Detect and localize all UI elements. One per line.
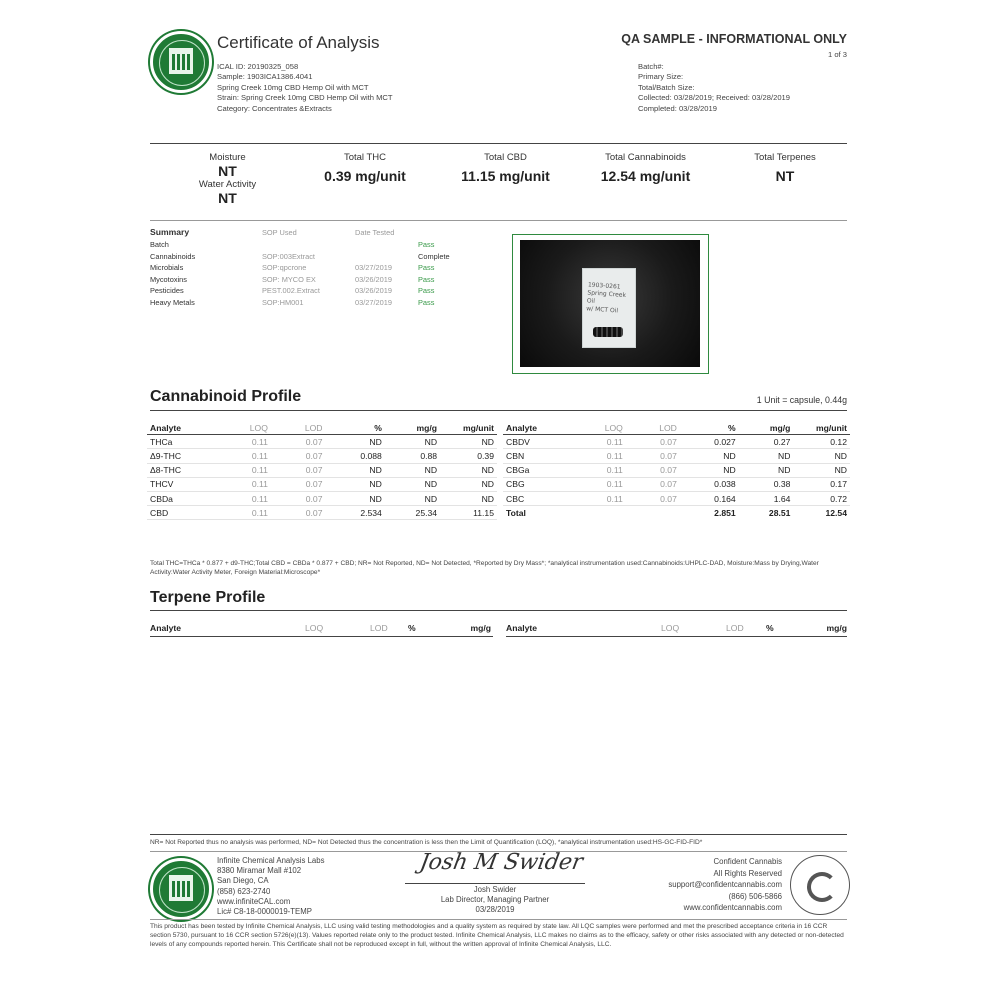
table-cell: CBD: [147, 506, 216, 520]
summary-cell: Batch: [150, 240, 169, 249]
table-row: [147, 463, 497, 477]
unit-note: 1 Unit = capsule, 0.44g: [756, 395, 847, 405]
metric-total-thc: Total THC 0.39 mg/unit: [324, 152, 406, 184]
table-row: [503, 477, 850, 491]
divider: [150, 410, 847, 411]
table-cell: 25.34: [385, 506, 440, 520]
table-cell: 0.07: [626, 435, 680, 449]
table-cell: 0.027: [680, 435, 739, 449]
summary-cell: Pass: [418, 263, 435, 272]
summary-cell: 03/26/2019: [355, 286, 392, 295]
signature-line: [405, 883, 585, 884]
sample-photo-frame: [512, 234, 709, 374]
cannabinoid-footnote: Total THC=THCa * 0.877 + d9-THC;Total CBD = CBDa * 0.877 + CBD; NR= Not Reported, ND= Not Detected, *Reported by Dry Mass*; *analytical instrumentation used:Cannabinoids:UHPLC-DAD, Moisture:Mass by Drying,Water Activity:Water Activity Meter, Foreign Material:Microscope*: [150, 560, 819, 576]
summary-cell: Complete: [418, 251, 450, 261]
table-cell: ND: [680, 449, 739, 463]
table-cell: 1.64: [739, 491, 794, 505]
table-cell: 0.88: [385, 449, 440, 463]
table-cell: 0.07: [271, 449, 326, 463]
lab-address: Infinite Chemical Analysis Labs 8380 Miramar Mall #102 San Diego, CA (858) 623-2740 www.infiniteCAL.com Lic# C8-18-0000019-TEMP: [217, 856, 325, 917]
table-cell: ND: [680, 463, 739, 477]
table-cell: 0.07: [271, 463, 326, 477]
summary-row: [150, 297, 470, 309]
table-cell: 0.088: [325, 449, 384, 463]
metric-total-terpenes: Total Terpenes NT: [754, 152, 816, 184]
table-cell: 0.11: [216, 463, 271, 477]
table-cell: 0.07: [626, 491, 680, 505]
sample-info: ICAL ID: 20190325_058 Sample: 1903ICA1386.4041 Spring Creek 10mg CBD Hemp Oil with MCT Strain: Spring Creek 10mg CBD Hemp Oil with MCT Category: Concentrates &Extracts: [217, 62, 393, 113]
divider: [150, 834, 847, 835]
table-cell: 0.164: [680, 491, 739, 505]
page-number: 1 of 3: [828, 50, 847, 59]
table-cell: 0.11: [572, 463, 626, 477]
table-cell: 0.038: [680, 477, 739, 491]
summary-row: [150, 239, 470, 251]
table-cell: 0.07: [271, 435, 326, 449]
summary-cell: Pass: [418, 240, 435, 249]
table-cell: 12.54: [825, 507, 847, 518]
table-cell: ND: [325, 491, 384, 505]
cannabinoid-title: Cannabinoid Profile: [150, 388, 302, 405]
table-cell: 0.72: [793, 491, 850, 505]
table-cell: 0.11: [216, 449, 271, 463]
sample-photo: 1903-0261 Spring Creek Oil w/ MCT Oil: [520, 240, 700, 367]
divider: [150, 610, 847, 611]
table-row: [503, 463, 850, 477]
column-header: LOQ: [572, 421, 626, 435]
summary-cell: Pass: [418, 286, 435, 295]
table-cell: ND: [385, 491, 440, 505]
column-header: mg/unit: [440, 421, 497, 435]
table-cell: 0.38: [739, 477, 794, 491]
divider: [150, 143, 847, 144]
footer-note: NR= Not Reported thus no analysis was performed, ND= Not Detected thus the concentration is less then the Limit of Quantification (LOQ), *analytical instrumentation used:HS-GC-FID-FID*: [150, 839, 703, 846]
summary-cell: SOP:qpcrone: [262, 263, 307, 272]
table-cell: CBDa: [147, 491, 216, 505]
table-cell: 2.534: [325, 506, 384, 520]
table-cell: THCa: [147, 435, 216, 449]
table-cell: ND: [325, 463, 384, 477]
divider: [150, 636, 493, 637]
confident-cannabis-logo: [790, 855, 850, 915]
summary-cell: 03/26/2019: [355, 274, 392, 284]
table-cell: 0.27: [739, 435, 794, 449]
qa-label: QA SAMPLE - INFORMATIONAL ONLY: [621, 32, 847, 46]
column-header: Analyte: [147, 421, 216, 435]
table-cell: ND: [793, 449, 850, 463]
table-cell: 0.07: [271, 491, 326, 505]
summary-cell: 03/27/2019: [355, 297, 392, 307]
table-cell: Total: [506, 507, 526, 518]
summary-cell: Pass: [418, 297, 435, 307]
table-row: [503, 506, 850, 520]
table-cell: CBG: [503, 477, 572, 491]
summary-cell: Pesticides: [150, 286, 184, 295]
table-cell: 28.51: [768, 507, 791, 518]
table-cell: 0.12: [793, 435, 850, 449]
table-cell: 0.11: [572, 449, 626, 463]
summary-cell: SOP: MYCO EX: [262, 274, 316, 284]
table-cell: 0.11: [216, 491, 271, 505]
disclaimer: This product has been tested by Infinite Chemical Analysis, LLC using valid testing methodologies and a quality system as required by state law. All LQC samples were performed and met the prescribed acceptance criteria in 16 CCR section 5730, pursuant to 16 CCR section 5726(e)(13). Values reported relate only to the product tested. Infinite Chemical Analysis, LLC makes no claims as to the efficacy, safety or other risks associated with any detected or non-detected levels of any compounds reported herein. This Certificate shall not be reproduced except in full, without the written approval of Infinite Chemical Analysis, LLC.: [150, 923, 844, 948]
summary-cell: Pass: [418, 274, 435, 284]
summary-table: Summary SOP Used Date Tested Batch Pass Cannabinoids SOP:003Extract Complete Microbials SOP:qpcrone 03/27/2019 Pass Mycotoxins SOP: MYCO EX 03/26/2019 Pass Pesticides PEST.002.Extract 03/26/2019 Pass Heavy Metals SOP:HM001 03/27/2019 Pass: [150, 227, 470, 308]
column-header: %: [325, 421, 384, 435]
column-header: Analyte: [503, 421, 572, 435]
table-row: [147, 491, 497, 505]
column-header: LOD: [271, 421, 326, 435]
table-cell: Δ8-THC: [147, 463, 216, 477]
summary-cell: Microbials: [150, 263, 184, 272]
table-cell: ND: [440, 477, 497, 491]
cannabinoid-table-left: [147, 421, 497, 520]
terpene-header-left: Analyte LOQ LOD % mg/g: [150, 623, 491, 633]
table-row: [147, 449, 497, 463]
table-cell: ND: [325, 435, 384, 449]
summary-cell: Cannabinoids: [150, 251, 196, 261]
table-cell: ND: [385, 463, 440, 477]
terpene-header-right: Analyte LOQ LOD % mg/g: [506, 623, 847, 633]
summary-cell: Heavy Metals: [150, 297, 195, 307]
table-cell: ND: [739, 449, 794, 463]
table-cell: CBGa: [503, 463, 572, 477]
table-cell: ND: [793, 463, 850, 477]
table-row: [503, 491, 850, 505]
table-row: [147, 435, 497, 449]
divider: [150, 220, 847, 221]
table-cell: [572, 506, 626, 520]
metric-total-cannabinoids: Total Cannabinoids 12.54 mg/unit: [600, 152, 691, 184]
summary-row: [150, 251, 470, 263]
summary-cell: SOP:003Extract: [262, 251, 315, 261]
table-cell: 0.07: [626, 477, 680, 491]
table-cell: CBDV: [503, 435, 572, 449]
column-header: mg/unit: [793, 421, 850, 435]
table-cell: 0.07: [626, 449, 680, 463]
summary-cell: SOP:HM001: [262, 297, 304, 307]
summary-cell: PEST.002.Extract: [262, 286, 320, 295]
batch-info: Batch#: Primary Size: Total/Batch Size: Collected: 03/28/2019; Received: 03/28/2019 Completed: 03/28/2019: [638, 62, 790, 113]
table-cell: ND: [739, 463, 794, 477]
cannabinoid-table-right: [503, 421, 850, 519]
table-cell: 0.11: [572, 491, 626, 505]
table-cell: ND: [385, 435, 440, 449]
table-cell: 0.11: [216, 477, 271, 491]
divider: [150, 919, 847, 920]
terpene-title: Terpene Profile: [150, 589, 266, 606]
table-cell: 0.11: [572, 477, 626, 491]
table-cell: ND: [325, 477, 384, 491]
table-cell: 0.11: [572, 435, 626, 449]
table-cell: ND: [440, 463, 497, 477]
summary-cell: Mycotoxins: [150, 274, 187, 284]
column-header: %: [680, 421, 739, 435]
metric-moisture: Moisture NT Water Activity NT: [198, 152, 257, 206]
table-cell: CBC: [503, 491, 572, 505]
table-cell: 0.17: [793, 477, 850, 491]
table-cell: ND: [440, 435, 497, 449]
table-cell: Δ9-THC: [147, 449, 216, 463]
signer-info: Josh Swider Lab Director, Managing Partner 03/28/2019: [440, 885, 550, 914]
signature: Josh M Swider: [417, 850, 585, 875]
table-cell: ND: [440, 491, 497, 505]
table-row: [503, 449, 850, 463]
table-cell: 2.851: [714, 507, 736, 518]
table-cell: 11.15: [440, 506, 497, 520]
summary-row: [150, 262, 470, 274]
page-title: Certificate of Analysis: [217, 33, 380, 52]
table-cell: CBN: [503, 449, 572, 463]
lab-logo: [150, 31, 212, 93]
metric-total-cbd: Total CBD 11.15 mg/unit: [461, 152, 550, 184]
table-cell: 0.07: [626, 463, 680, 477]
cc-contact: Confident Cannabis All Rights Reserved support@confidentcannabis.com (866) 506-5866 www.confidentcannabis.com: [668, 857, 782, 912]
divider: [506, 636, 847, 637]
summary-cell: 03/27/2019: [355, 263, 392, 272]
lab-logo-footer: [150, 858, 212, 920]
summary-row: [150, 285, 470, 297]
column-header: LOD: [626, 421, 680, 435]
table-cell: THCV: [147, 477, 216, 491]
table-cell: 0.11: [216, 435, 271, 449]
column-header: LOQ: [216, 421, 271, 435]
table-cell: 0.11: [216, 506, 271, 520]
table-row: [503, 435, 850, 449]
table-cell: 0.07: [271, 506, 326, 520]
table-cell: 0.39: [440, 449, 497, 463]
table-cell: [626, 506, 680, 520]
table-row: [147, 477, 497, 491]
summary-row: [150, 274, 470, 286]
column-header: mg/g: [739, 421, 794, 435]
table-row: [147, 506, 497, 520]
table-cell: 0.07: [271, 477, 326, 491]
column-header: mg/g: [385, 421, 440, 435]
table-cell: ND: [385, 477, 440, 491]
